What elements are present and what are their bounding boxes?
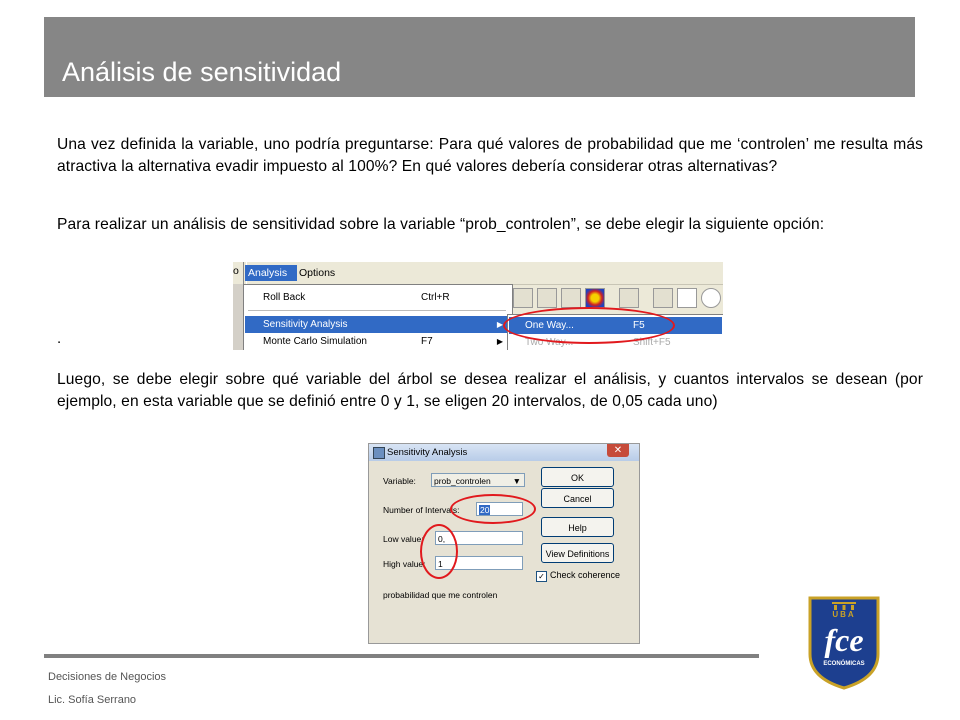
- footer-course: Decisiones de Negocios: [48, 671, 167, 683]
- slide-title: Análisis de sensitividad: [62, 57, 342, 87]
- sensitivity-dialog: [368, 443, 640, 644]
- footer-divider: [44, 654, 759, 658]
- sens-icon[interactable]: [513, 288, 533, 308]
- help-button[interactable]: Help: [541, 517, 614, 537]
- low-value: 0,: [438, 534, 446, 544]
- view-definitions-button[interactable]: View Definitions: [541, 543, 614, 563]
- menu-item-label: Monte Carlo Simulation: [263, 336, 367, 347]
- variable-value: prob_controlen: [434, 476, 491, 486]
- highlight-ellipse-values: [420, 524, 458, 579]
- menu-analysis[interactable]: Analysis: [245, 265, 297, 281]
- bullet-dot: .: [57, 330, 62, 347]
- color-wheel-icon[interactable]: [585, 288, 605, 308]
- menu-item-label: One Way...: [525, 320, 574, 331]
- dialog-titlebar: [369, 444, 639, 461]
- menu-item-label: Sensitivity Analysis: [263, 319, 348, 330]
- ok-button[interactable]: OK: [541, 467, 614, 487]
- paragraph-dialog-explanation: Luego, se debe elegir sobre qué variable del árbol se desea realizar el análisis, y cuantos intervalos se desean (por ejemplo, en esta variable que se definió entre 0 y 1, se eligen 20 intervalos, de 0,05 cada uno): [57, 371, 923, 410]
- check-coherence-checkbox[interactable]: ✓: [536, 571, 547, 582]
- check-coherence-label: Check coherence: [550, 570, 621, 580]
- highlight-ellipse-one-way: [503, 307, 675, 344]
- chevron-down-icon: ▼: [512, 476, 521, 486]
- toolbar: [513, 286, 723, 310]
- menu-item-shortcut: F7: [421, 336, 433, 347]
- svg-text:UBA: UBA: [832, 610, 856, 619]
- low-value-label: Low value:: [383, 534, 424, 544]
- menu-item-label: Roll Back: [263, 292, 306, 303]
- high-value-label: High value:: [383, 559, 426, 569]
- menu-options[interactable]: Options: [299, 267, 336, 279]
- intervals-label: Number of Intervals:: [383, 505, 460, 515]
- submenu-arrow-icon: ▶: [496, 337, 503, 346]
- paragraph-instruction: Para realizar un análisis de sensitividad sobre la variable “prob_controlen”, se debe elegir la siguiente opción:: [57, 216, 825, 233]
- menu-item-label: Two Way...: [525, 337, 574, 348]
- menu-item-roll-back[interactable]: [245, 289, 509, 306]
- intervals-value: 20: [480, 505, 490, 515]
- menu-cut-item[interactable]: o: [233, 265, 239, 277]
- analysis-dropdown: [243, 284, 513, 350]
- cancel-button[interactable]: Cancel: [541, 488, 614, 508]
- circle-icon[interactable]: [701, 288, 721, 308]
- menu-item-shortcut: Shift+F5: [633, 337, 671, 348]
- menu-item-sensitivity-analysis[interactable]: [245, 316, 509, 333]
- title-bar: [44, 17, 915, 97]
- sens2-icon[interactable]: [537, 288, 557, 308]
- menu-bar: [233, 262, 723, 285]
- close-icon[interactable]: ✕: [607, 444, 629, 457]
- dialog-title: Sensitivity Analysis: [387, 447, 468, 458]
- variable-description: probabilidad que me controlen: [383, 590, 498, 600]
- submenu-arrow-icon: ▶: [496, 320, 503, 329]
- paragraph-intro: Una vez definida la variable, uno podría preguntarse: Para qué valores de probabilidad que me ‘controlen’ me resulta más atractiva la alternativa evadir impuesto al 100%? En qué valores debería considerar otras alternativas?: [57, 136, 923, 175]
- fce-uba-logo: [806, 596, 882, 690]
- square-icon[interactable]: [677, 288, 697, 308]
- menu-divider: [248, 310, 506, 311]
- arrow-icon[interactable]: [653, 288, 673, 308]
- house-icon[interactable]: [561, 288, 581, 308]
- menu-item-monte-carlo[interactable]: [245, 333, 509, 350]
- high-value: 1: [438, 559, 443, 569]
- variable-label: Variable:: [383, 476, 416, 486]
- highlight-ellipse-intervals: [450, 494, 536, 524]
- variable-select[interactable]: [431, 473, 525, 487]
- svg-text:ECONÓMICAS: ECONÓMICAS: [823, 661, 865, 667]
- app-icon: [373, 447, 385, 459]
- menu-item-shortcut: F5: [633, 320, 645, 331]
- footer-author: Lic. Sofía Serrano: [48, 694, 137, 706]
- move-icon[interactable]: [619, 288, 639, 308]
- menu-item-shortcut: Ctrl+R: [421, 292, 450, 303]
- svg-text:fce: fce: [824, 622, 864, 658]
